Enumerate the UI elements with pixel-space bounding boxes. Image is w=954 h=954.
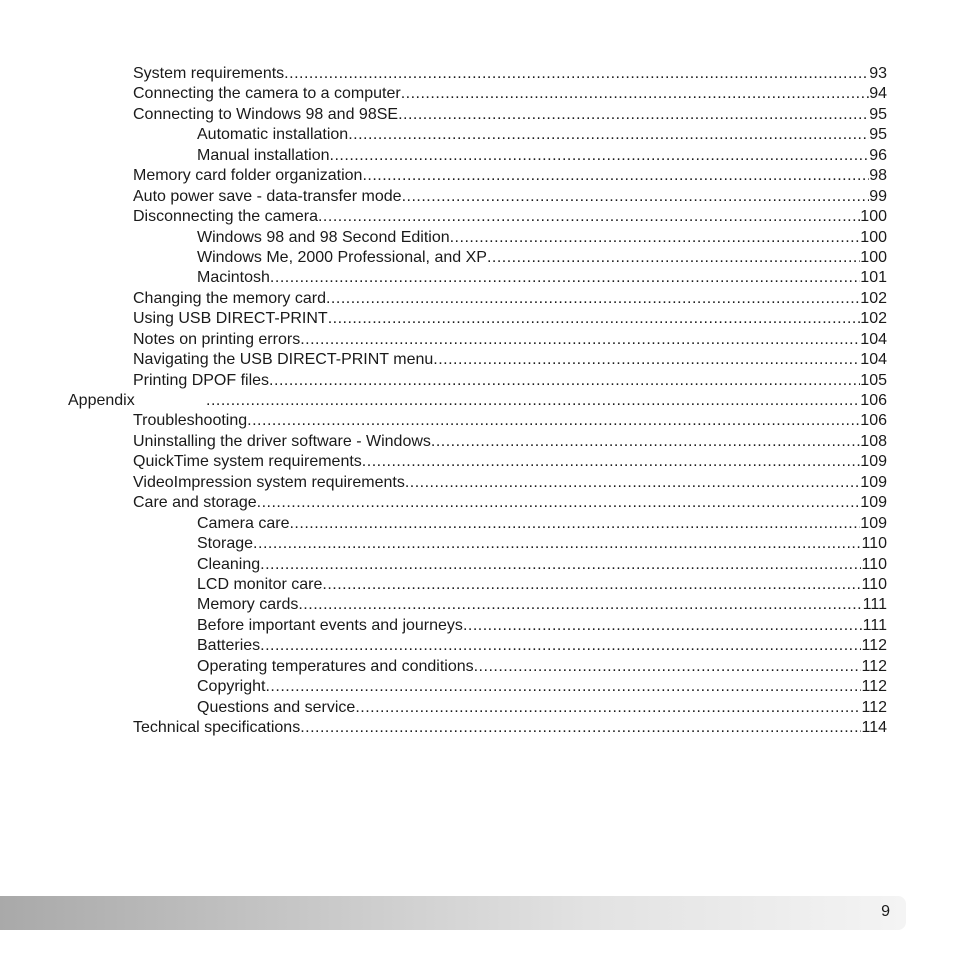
dot-leader: [300, 330, 860, 350]
toc-entry-title: Manual installation: [197, 146, 330, 164]
toc-entry-page: 112: [861, 637, 887, 655]
table-of-contents: [0, 64, 954, 738]
toc-entry[interactable]: [0, 248, 954, 268]
dot-leader: [474, 657, 862, 677]
toc-entry-page: 104: [860, 330, 887, 348]
toc-entry-page: 110: [861, 555, 887, 573]
dot-leader: [362, 452, 861, 472]
toc-entry-page: 100: [860, 228, 887, 246]
toc-entry[interactable]: [0, 432, 954, 452]
toc-entry-page: 109: [860, 494, 887, 512]
toc-entry-title: Changing the memory card: [133, 289, 326, 307]
toc-entry[interactable]: [0, 105, 954, 125]
dot-leader: [300, 718, 861, 738]
toc-entry[interactable]: [0, 575, 954, 595]
toc-entry-page: 105: [860, 371, 887, 389]
toc-entry-title: Printing DPOF files: [133, 371, 270, 389]
toc-entry-title: Troubleshooting: [133, 412, 248, 430]
toc-entry-page: 101: [860, 269, 887, 287]
toc-entry-page: 94: [869, 85, 887, 103]
toc-entry-page: 111: [862, 616, 887, 634]
toc-entry-title: Auto power save - data-transfer mode: [133, 187, 402, 205]
toc-entry-title: Copyright: [197, 678, 266, 696]
toc-entry[interactable]: [0, 555, 954, 575]
toc-entry-title: Operating temperatures and conditions: [197, 657, 474, 675]
toc-entry-page: 112: [861, 678, 887, 696]
dot-leader: [257, 493, 861, 513]
toc-entry[interactable]: [0, 350, 954, 370]
dot-leader: [260, 636, 861, 656]
toc-entry-page: 106: [860, 412, 887, 430]
toc-entry-page: 110: [861, 575, 887, 593]
dot-leader: [265, 677, 861, 697]
dot-leader: [322, 575, 861, 595]
dot-leader: [362, 166, 869, 186]
toc-entry[interactable]: [0, 514, 954, 534]
toc-entry-title: Windows Me, 2000 Professional, and XP: [197, 248, 487, 266]
toc-entry-title: VideoImpression system requirements: [133, 473, 405, 491]
dot-leader: [348, 125, 869, 145]
toc-entry-title: Batteries: [197, 637, 261, 655]
toc-entry-title: Windows 98 and 98 Second Edition: [197, 228, 450, 246]
dot-leader: [487, 248, 860, 268]
footer-bar: [0, 896, 906, 930]
toc-entry-title: Before important events and journeys: [197, 616, 463, 634]
dot-leader: [450, 228, 861, 248]
toc-entry-page: 102: [860, 289, 887, 307]
toc-entry[interactable]: [0, 473, 954, 493]
toc-entry[interactable]: [0, 411, 954, 431]
toc-entry-page: 95: [869, 105, 887, 123]
toc-entry-page: 93: [869, 65, 887, 82]
toc-entry-page: 112: [861, 698, 887, 716]
toc-entry[interactable]: [0, 493, 954, 513]
toc-entry-title: LCD monitor care: [197, 575, 323, 593]
toc-entry[interactable]: [0, 125, 954, 145]
toc-entry-title: Notes on printing errors: [133, 330, 301, 348]
toc-entry-page: 98: [869, 167, 887, 185]
toc-entry-page: 104: [860, 351, 887, 369]
toc-entry[interactable]: [0, 207, 954, 227]
toc-entry-page: 109: [860, 473, 887, 491]
toc-entry-page: 96: [869, 146, 887, 164]
toc-entry[interactable]: [0, 718, 954, 738]
toc-entry[interactable]: [0, 187, 954, 207]
dot-leader: [433, 350, 860, 370]
dot-leader: [328, 309, 861, 329]
dot-leader: [318, 207, 860, 227]
dot-leader: [463, 616, 863, 636]
toc-entry-page: 109: [860, 453, 887, 471]
toc-entry-title: Automatic installation: [197, 126, 349, 144]
toc-entry[interactable]: [0, 616, 954, 636]
toc-entry[interactable]: [0, 309, 954, 329]
toc-entry[interactable]: [0, 228, 954, 248]
toc-entry-title: Connecting the camera to a computer: [133, 85, 401, 103]
toc-entry[interactable]: [0, 84, 954, 104]
toc-entry-page: 110: [861, 535, 887, 553]
dot-leader: [253, 534, 861, 554]
toc-entry[interactable]: [0, 677, 954, 697]
dot-leader: [206, 391, 860, 411]
dot-leader: [260, 555, 861, 575]
dot-leader: [247, 411, 860, 431]
toc-entry-title: Care and storage: [133, 494, 257, 512]
toc-entry[interactable]: [0, 452, 954, 472]
toc-entry-title: Macintosh: [197, 269, 270, 287]
page-number: 9: [881, 903, 890, 920]
toc-entry-title: Appendix: [68, 392, 135, 409]
dot-leader: [402, 187, 870, 207]
toc-entry[interactable]: [0, 371, 954, 391]
toc-entry[interactable]: [0, 166, 954, 186]
toc-entry-page: 111: [862, 596, 887, 614]
dot-leader: [326, 289, 860, 309]
toc-entry[interactable]: [0, 146, 954, 166]
toc-entry-title: Disconnecting the camera: [133, 208, 318, 226]
toc-entry[interactable]: [0, 534, 954, 554]
toc-entry[interactable]: [0, 289, 954, 309]
dot-leader: [398, 105, 869, 125]
toc-entry[interactable]: [0, 595, 954, 615]
dot-leader: [269, 371, 860, 391]
toc-entry-page: 100: [860, 208, 887, 226]
toc-entry[interactable]: [0, 330, 954, 350]
toc-entry-page: 102: [860, 310, 887, 328]
toc-entry[interactable]: [0, 636, 954, 656]
toc-entry-title: Memory cards: [197, 596, 299, 614]
toc-entry-title: QuickTime system requirements: [133, 453, 362, 471]
toc-entry-title: Connecting to Windows 98 and 98SE: [133, 105, 399, 123]
toc-entry-title: Camera care: [197, 514, 290, 532]
toc-entry-title: Cleaning: [197, 555, 261, 573]
toc-entry-title: Memory card folder organization: [133, 167, 363, 185]
toc-entry-page: 112: [861, 657, 887, 675]
toc-entry-title: Technical specifications: [133, 719, 301, 736]
toc-entry[interactable]: [0, 391, 954, 411]
toc-entry-page: 106: [860, 392, 887, 409]
toc-entry-title: Storage: [197, 535, 254, 553]
toc-entry-title: System requirements: [133, 65, 285, 82]
dot-leader: [270, 268, 860, 288]
dot-leader: [284, 64, 869, 84]
dot-leader: [289, 514, 860, 534]
toc-entry-title: Using USB DIRECT-PRINT: [133, 310, 328, 328]
toc-entry-page: 108: [860, 432, 887, 450]
dot-leader: [298, 595, 862, 615]
toc-entry-page: 100: [860, 248, 887, 266]
toc-entry-title: Navigating the USB DIRECT-PRINT menu: [133, 351, 434, 369]
dot-leader: [431, 432, 860, 452]
dot-leader: [355, 698, 861, 718]
dot-leader: [401, 84, 870, 104]
toc-entry[interactable]: [0, 698, 954, 718]
toc-entry-title: Uninstalling the driver software - Windows: [133, 432, 431, 450]
toc-entry-title: Questions and service: [197, 698, 356, 716]
dot-leader: [405, 473, 860, 493]
toc-entry-page: 99: [869, 187, 887, 205]
toc-entry-page: 109: [860, 514, 887, 532]
toc-entry[interactable]: [0, 657, 954, 677]
toc-entry[interactable]: [0, 268, 954, 288]
toc-entry-page: 114: [861, 719, 887, 736]
toc-entry-page: 95: [869, 126, 887, 144]
toc-entry[interactable]: [0, 64, 954, 84]
dot-leader: [330, 146, 870, 166]
